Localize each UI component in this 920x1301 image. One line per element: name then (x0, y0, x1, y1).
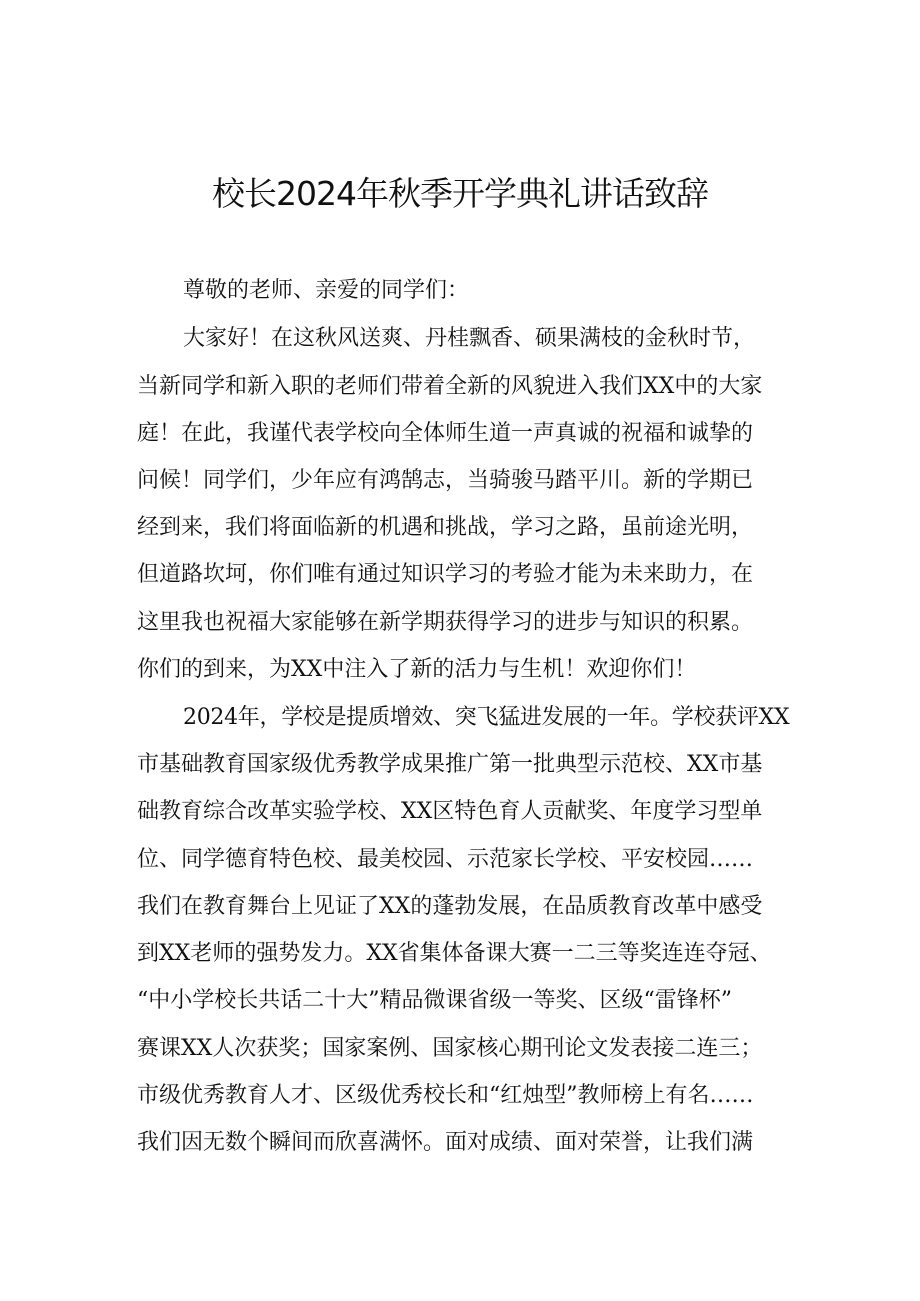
text-line: 础教育综合改革实验学校、XX区特色育人贡献奖、年度学习型单 (137, 799, 763, 824)
text-line: 这里我也祝福大家能够在新学期获得学习的进步与知识的积累。 (137, 610, 754, 635)
text-line: “中小学校长共话二十大”精品微课省级一等奖、区级“雷锋杯” (137, 988, 732, 1013)
text-line: 庭！在此，我谨代表学校向全体师生道一声真诚的祝福和诚挚的 (137, 421, 754, 446)
text-line: 市基础教育国家级优秀教学成果推广第一批典型示范校、XX市基 (137, 752, 763, 777)
document-title: 校长2024年秋季开学典礼讲话致辞 (212, 174, 708, 213)
text-line: 赛课XX人次获奖；国家案例、国家核心期刊论文发表接二连三； (137, 1036, 763, 1061)
text-line: 问候！同学们，少年应有鸿鹄志，当骑骏马踏平川。新的学期已 (137, 468, 754, 493)
text-line: 经到来，我们将面临新的机遇和挑战，学习之路，虽前途光明， (137, 515, 754, 540)
text-line: 当新同学和新入职的老师们带着全新的风貌进入我们XX中的大家 (137, 374, 763, 399)
text-line: 到XX老师的强势发力。XX省集体备课大赛一二三等奖连连夺冠、 (137, 941, 772, 966)
text-line: 大家好！在这秋风送爽、丹桂飘香、硕果满枝的金秋时节， (183, 326, 756, 351)
text-line: 市级优秀教育人才、区级优秀校长和“红烛型”教师榜上有名…… (137, 1083, 754, 1108)
salutation-line: 尊敬的老师、亲爱的同学们： (183, 278, 470, 303)
text-line: 我们因无数个瞬间而欣喜满怀。面对成绩、面对荣誉，让我们满 (137, 1130, 754, 1155)
text-line: 我们在教育舞台上见证了XX的蓬勃发展，在品质教育改革中感受 (137, 894, 763, 919)
text-line: 你们的到来，为XX中注入了新的活力与生机！欢迎你们！ (137, 657, 697, 682)
text-line: 2024年，学校是提质增效、突飞猛进发展的一年。学校获评XX (183, 705, 790, 730)
text-line: 位、同学德育特色校、最美校园、示范家长学校、平安校园…… (137, 847, 754, 872)
text-line: 但道路坎坷，你们唯有通过知识学习的考验才能为未来助力，在 (137, 562, 754, 587)
